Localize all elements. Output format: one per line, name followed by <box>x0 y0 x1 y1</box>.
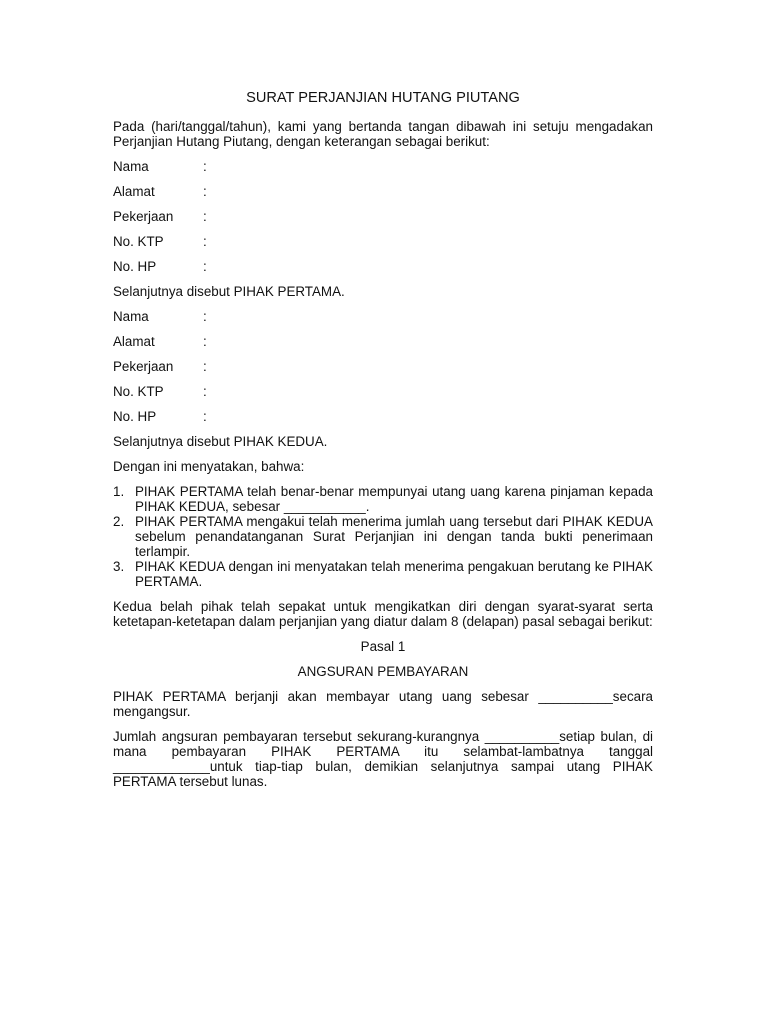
party2-caption: Selanjutnya disebut PIHAK KEDUA. <box>113 434 328 449</box>
field-label: Pekerjaan <box>113 209 174 224</box>
document-title: SURAT PERJANJIAN HUTANG PIUTANG <box>246 90 520 106</box>
list-item <box>113 484 653 514</box>
field-colon: : <box>203 159 207 174</box>
field-label: No. KTP <box>113 384 164 399</box>
list-text: PIHAK PERTAMA mengakui telah menerima jumlah uang tersebut dari PIHAK KEDUA sebelum penandatanganan Surat Perjanjian ini dengan tanda bukti penerimaan terlampir. <box>135 514 653 559</box>
party2-field-occupation <box>113 359 653 374</box>
field-colon: : <box>203 259 207 274</box>
party2-field-phone <box>113 409 653 424</box>
party2-field-name <box>113 309 653 324</box>
pasal-heading: Pasal 1 <box>360 639 406 654</box>
party1-field-occupation <box>113 209 653 224</box>
field-colon: : <box>203 184 207 199</box>
document-body <box>113 90 653 789</box>
pasal-title: ANGSURAN PEMBAYARAN <box>297 664 469 679</box>
list-item <box>113 514 653 559</box>
party1-field-ktp <box>113 234 653 249</box>
field-colon: : <box>203 334 207 349</box>
statement-lead: Dengan ini menyatakan, bahwa: <box>113 459 305 474</box>
party1-caption: Selanjutnya disebut PIHAK PERTAMA. <box>113 284 345 299</box>
field-colon: : <box>203 209 207 224</box>
party1-field-phone <box>113 259 653 274</box>
field-colon: : <box>203 409 207 424</box>
field-label: No. HP <box>113 409 157 424</box>
field-colon: : <box>203 384 207 399</box>
field-colon: : <box>203 309 207 324</box>
agreement-paragraph: Kedua belah pihak telah sepakat untuk mengikatkan diri dengan syarat-syarat serta ketetapan-ketetapan dalam perjanjian yang diatur dalam 8 (delapan) pasal sebagai berikut: <box>113 599 653 629</box>
party2-field-ktp <box>113 384 653 399</box>
pasal1-paragraph-2: Jumlah angsuran pembayaran tersebut sekurang-kurangnya __________setiap bulan, di mana pembayaran PIHAK PERTAMA itu selambat-lambatnya tanggal _____________untuk tiap-tiap bulan, demikian selanjutnya sampai utang PIHAK PERTAMA tersebut lunas. <box>113 729 653 789</box>
party2-fields <box>113 309 653 424</box>
field-label: Pekerjaan <box>113 359 174 374</box>
party1-field-name <box>113 159 653 174</box>
intro-paragraph: Pada (hari/tanggal/tahun), kami yang bertanda tangan dibawah ini setuju mengadakan Perjanjian Hutang Piutang, dengan keterangan sebagai berikut: <box>113 119 653 149</box>
list-number: 1. <box>113 484 125 499</box>
list-text: PIHAK PERTAMA telah benar-benar mempunyai utang uang karena pinjaman kepada PIHAK KEDUA, sebesar ___________. <box>135 484 653 514</box>
list-item <box>113 559 653 589</box>
field-label: Alamat <box>113 184 155 199</box>
field-label: Nama <box>113 159 149 174</box>
field-label: Nama <box>113 309 149 324</box>
pasal1-paragraph-1: PIHAK PERTAMA berjanji akan membayar utang uang sebesar __________secara mengangsur. <box>113 689 653 719</box>
field-label: No. KTP <box>113 234 164 249</box>
statement-list <box>113 484 653 589</box>
party2-field-address <box>113 334 653 349</box>
field-label: Alamat <box>113 334 155 349</box>
party1-fields <box>113 159 653 274</box>
list-number: 2. <box>113 514 125 529</box>
party1-field-address <box>113 184 653 199</box>
field-label: No. HP <box>113 259 157 274</box>
list-text: PIHAK KEDUA dengan ini menyatakan telah menerima pengakuan berutang ke PIHAK PERTAMA. <box>135 559 653 589</box>
field-colon: : <box>203 359 207 374</box>
list-number: 3. <box>113 559 125 574</box>
field-colon: : <box>203 234 207 249</box>
